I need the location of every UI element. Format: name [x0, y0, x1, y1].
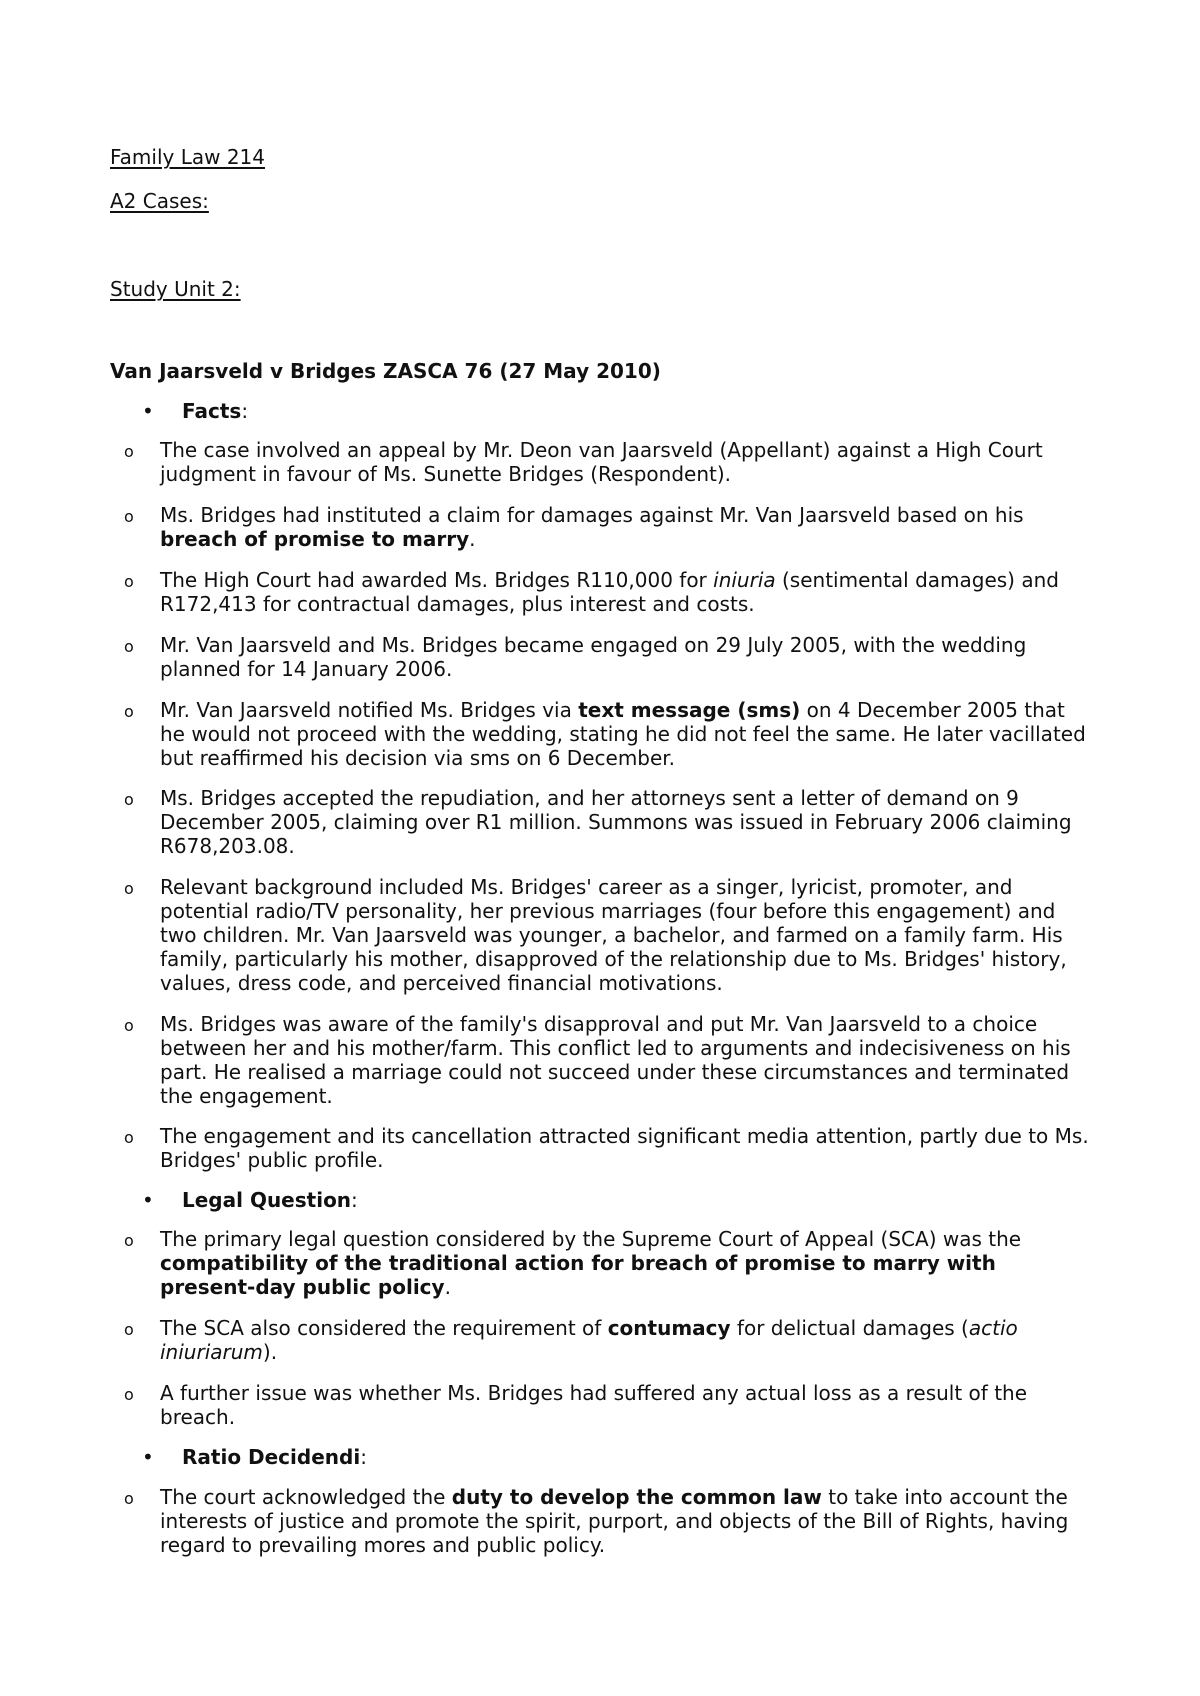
list-item: o Mr. Van Jaarsveld and Ms. Bridges became engaged on 29 July 2005, with the wedding planned for 14 January 2006. — [124, 633, 1027, 681]
section-label: Legal Question — [182, 1188, 352, 1212]
case-title: Van Jaarsveld v Bridges ZASCA 76 (27 May 2010) — [110, 359, 661, 383]
list-item: o The engagement and its cancellation attracted significant media attention, partly due to Ms. Bridges' public profile. — [124, 1124, 1089, 1172]
bullet-icon: • — [142, 399, 154, 423]
section-ratio-decidendi: • Ratio Decidendi: — [142, 1445, 367, 1469]
list-item: o Mr. Van Jaarsveld notified Ms. Bridges via text message (sms) on 4 December 2005 that he would not proceed with the wedding, stating he did not feel the same. He later vacillated but reaffirmed his decision via sms on 6 December. — [124, 698, 1086, 770]
list-item: o Ms. Bridges had instituted a claim for damages against Mr. Van Jaarsveld based on his breach of promise to marry. — [124, 503, 1024, 551]
circle-bullet-icon: o — [124, 879, 134, 898]
list-item: o A further issue was whether Ms. Bridges had suffered any actual loss as a result of the breach. — [124, 1381, 1028, 1429]
circle-bullet-icon: o — [124, 702, 134, 721]
circle-bullet-icon: o — [124, 1385, 134, 1404]
circle-bullet-icon: o — [124, 1016, 134, 1035]
list-item: o Ms. Bridges accepted the repudiation, and her attorneys sent a letter of demand on 9 December 2005, claiming over R1 million. Summons was issued in February 2006 claiming R678,203.08. — [124, 786, 1072, 858]
circle-bullet-icon: o — [124, 1128, 134, 1147]
circle-bullet-icon: o — [124, 1489, 134, 1508]
circle-bullet-icon: o — [124, 637, 134, 656]
study-unit-heading: Study Unit 2: — [110, 277, 241, 301]
list-item: o The case involved an appeal by Mr. Deon van Jaarsveld (Appellant) against a High Court judgment in favour of Ms. Sunette Bridges (Respondent). — [124, 438, 1043, 486]
list-item: o The High Court had awarded Ms. Bridges R110,000 for iniuria (sentimental damages) and R172,413 for contractual damages, plus interest and costs. — [124, 568, 1059, 616]
circle-bullet-icon: o — [124, 790, 134, 809]
list-item: o The SCA also considered the requirement of contumacy for delictual damages (actio iniuriarum). — [124, 1316, 1018, 1364]
list-item: o Relevant background included Ms. Bridges' career as a singer, lyricist, promoter, and potential radio/TV personality, her previous marriages (four before this engagement) and two children. Mr. Van Jaarsveld was younger, a bachelor, and farmed on a family farm. His family, particularly his mother, disapproved of the relationship due to Ms. Bridges' history, values, dress code, and perceived financial motivations. — [124, 875, 1067, 995]
section-label: Facts — [182, 399, 242, 423]
list-item: o The primary legal question considered by the Supreme Court of Appeal (SCA) was the compatibility of the traditional action for breach of promise to marry with present-day public policy. — [124, 1227, 1022, 1299]
course-title: Family Law 214 — [110, 145, 265, 169]
circle-bullet-icon: o — [124, 1231, 134, 1250]
circle-bullet-icon: o — [124, 442, 134, 461]
section-legal-question: • Legal Question: — [142, 1188, 358, 1212]
list-item: o Ms. Bridges was aware of the family's disapproval and put Mr. Van Jaarsveld to a choice between her and his mother/farm. This conflict led to arguments and indecisiveness on his part. He realised a marriage could not succeed under these circumstances and terminated the engagement. — [124, 1012, 1071, 1108]
cases-heading: A2 Cases: — [110, 189, 209, 213]
bullet-icon: • — [142, 1445, 154, 1469]
list-item: o The court acknowledged the duty to develop the common law to take into account the interests of justice and promote the spirit, purport, and objects of the Bill of Rights, having regard to prevailing mores and public policy. — [124, 1485, 1069, 1557]
bullet-icon: • — [142, 1188, 154, 1212]
section-label: Ratio Decidendi — [182, 1445, 361, 1469]
circle-bullet-icon: o — [124, 1320, 134, 1339]
section-facts: • Facts: — [142, 399, 249, 423]
circle-bullet-icon: o — [124, 507, 134, 526]
circle-bullet-icon: o — [124, 572, 134, 591]
